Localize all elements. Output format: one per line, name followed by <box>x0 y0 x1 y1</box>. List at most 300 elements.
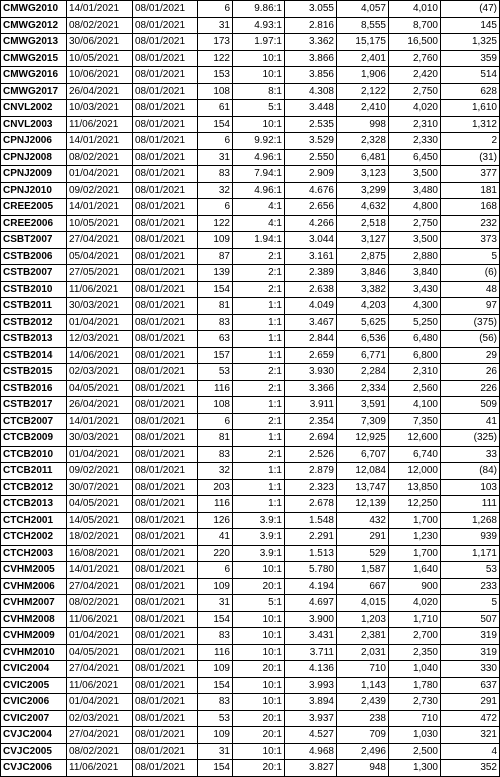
code-cell: CSTB2006 <box>1 248 67 265</box>
value-cell: 3.529 <box>285 133 337 150</box>
value-cell: 2.879 <box>285 463 337 480</box>
value-cell: 3.900 <box>285 611 337 628</box>
expiry-date-cell: 30/03/2021 <box>67 298 133 315</box>
difference-cell: 291 <box>441 694 500 711</box>
value-cell: 3.866 <box>285 50 337 67</box>
price-b-cell: 4,020 <box>389 100 441 117</box>
difference-cell: 330 <box>441 661 500 678</box>
price-b-cell: 6,800 <box>389 347 441 364</box>
value-cell: 3.894 <box>285 694 337 711</box>
difference-cell: 168 <box>441 199 500 216</box>
ratio-cell: 2:1 <box>233 380 285 397</box>
code-cell: CTCH2003 <box>1 545 67 562</box>
date-cell: 08/01/2021 <box>133 281 198 298</box>
difference-cell: 1,325 <box>441 34 500 51</box>
expiry-date-cell: 12/03/2021 <box>67 331 133 348</box>
price-a-cell: 710 <box>337 661 389 678</box>
table-row <box>1 34 500 51</box>
date-cell: 08/01/2021 <box>133 232 198 249</box>
difference-cell: (31) <box>441 149 500 166</box>
price-b-cell: 13,850 <box>389 479 441 496</box>
expiry-date-cell: 01/04/2021 <box>67 694 133 711</box>
expiry-date-cell: 10/05/2021 <box>67 50 133 67</box>
ratio-cell: 1:1 <box>233 331 285 348</box>
value-cell: 2.354 <box>285 413 337 430</box>
price-b-cell: 12,250 <box>389 496 441 513</box>
price-b-cell: 2,730 <box>389 694 441 711</box>
price-b-cell: 8,700 <box>389 17 441 34</box>
price-a-cell: 998 <box>337 116 389 133</box>
price-a-cell: 2,334 <box>337 380 389 397</box>
price-b-cell: 1,230 <box>389 529 441 546</box>
table-row <box>1 463 500 480</box>
price-b-cell: 2,500 <box>389 743 441 760</box>
difference-cell: 4 <box>441 743 500 760</box>
code-cell: CSTB2016 <box>1 380 67 397</box>
table-row <box>1 248 500 265</box>
days-cell: 122 <box>198 215 233 232</box>
date-cell: 08/01/2021 <box>133 446 198 463</box>
expiry-date-cell: 14/01/2021 <box>67 1 133 18</box>
ratio-cell: 2:1 <box>233 265 285 282</box>
days-cell: 31 <box>198 595 233 612</box>
value-cell: 4.049 <box>285 298 337 315</box>
table-row <box>1 265 500 282</box>
difference-cell: 103 <box>441 479 500 496</box>
days-cell: 154 <box>198 760 233 777</box>
ratio-cell: 1:1 <box>233 347 285 364</box>
code-cell: CMWG2017 <box>1 83 67 100</box>
days-cell: 109 <box>198 727 233 744</box>
price-b-cell: 4,010 <box>389 1 441 18</box>
ratio-cell: 3.9:1 <box>233 529 285 546</box>
expiry-date-cell: 10/05/2021 <box>67 215 133 232</box>
date-cell: 08/01/2021 <box>133 578 198 595</box>
ratio-cell: 10:1 <box>233 628 285 645</box>
date-cell: 08/01/2021 <box>133 100 198 117</box>
ratio-cell: 1:1 <box>233 314 285 331</box>
difference-cell: 232 <box>441 215 500 232</box>
expiry-date-cell: 14/01/2021 <box>67 133 133 150</box>
price-a-cell: 4,057 <box>337 1 389 18</box>
price-a-cell: 667 <box>337 578 389 595</box>
value-cell: 2.844 <box>285 331 337 348</box>
ratio-cell: 1.97:1 <box>233 34 285 51</box>
ratio-cell: 4:1 <box>233 199 285 216</box>
date-cell: 08/01/2021 <box>133 314 198 331</box>
code-cell: CMWG2013 <box>1 34 67 51</box>
value-cell: 3.827 <box>285 760 337 777</box>
expiry-date-cell: 10/03/2021 <box>67 100 133 117</box>
date-cell: 08/01/2021 <box>133 298 198 315</box>
price-a-cell: 2,875 <box>337 248 389 265</box>
price-b-cell: 4,020 <box>389 595 441 612</box>
value-cell: 4.697 <box>285 595 337 612</box>
price-b-cell: 2,750 <box>389 83 441 100</box>
table-row <box>1 133 500 150</box>
table-row <box>1 545 500 562</box>
price-b-cell: 900 <box>389 578 441 595</box>
date-cell: 08/01/2021 <box>133 727 198 744</box>
price-b-cell: 2,310 <box>389 364 441 381</box>
value-cell: 4.194 <box>285 578 337 595</box>
days-cell: 6 <box>198 1 233 18</box>
price-b-cell: 1,700 <box>389 545 441 562</box>
code-cell: CVJC2005 <box>1 743 67 760</box>
value-cell: 2.659 <box>285 347 337 364</box>
date-cell: 08/01/2021 <box>133 479 198 496</box>
price-b-cell: 4,300 <box>389 298 441 315</box>
code-cell: CVHM2007 <box>1 595 67 612</box>
days-cell: 116 <box>198 380 233 397</box>
table-row <box>1 364 500 381</box>
days-cell: 116 <box>198 644 233 661</box>
price-a-cell: 291 <box>337 529 389 546</box>
code-cell: CVHM2008 <box>1 611 67 628</box>
date-cell: 08/01/2021 <box>133 34 198 51</box>
value-cell: 3.055 <box>285 1 337 18</box>
days-cell: 108 <box>198 397 233 414</box>
expiry-date-cell: 09/02/2021 <box>67 463 133 480</box>
code-cell: CNVL2002 <box>1 100 67 117</box>
days-cell: 108 <box>198 83 233 100</box>
ratio-cell: 2:1 <box>233 413 285 430</box>
ratio-cell: 4.96:1 <box>233 149 285 166</box>
days-cell: 31 <box>198 743 233 760</box>
price-a-cell: 948 <box>337 760 389 777</box>
code-cell: CTCB2013 <box>1 496 67 513</box>
date-cell: 08/01/2021 <box>133 611 198 628</box>
value-cell: 2.535 <box>285 116 337 133</box>
table-row <box>1 182 500 199</box>
difference-cell: (6) <box>441 265 500 282</box>
ratio-cell: 4:1 <box>233 215 285 232</box>
code-cell: CSTB2012 <box>1 314 67 331</box>
ratio-cell: 10:1 <box>233 644 285 661</box>
value-cell: 3.993 <box>285 677 337 694</box>
ratio-cell: 10:1 <box>233 562 285 579</box>
table-row <box>1 298 500 315</box>
days-cell: 126 <box>198 512 233 529</box>
price-a-cell: 3,127 <box>337 232 389 249</box>
code-cell: CVHM2005 <box>1 562 67 579</box>
price-a-cell: 6,536 <box>337 331 389 348</box>
difference-cell: 97 <box>441 298 500 315</box>
price-a-cell: 8,555 <box>337 17 389 34</box>
table-row <box>1 67 500 84</box>
difference-cell: (56) <box>441 331 500 348</box>
value-cell: 3.448 <box>285 100 337 117</box>
table-row <box>1 331 500 348</box>
days-cell: 220 <box>198 545 233 562</box>
code-cell: CTCB2010 <box>1 446 67 463</box>
price-a-cell: 2,439 <box>337 694 389 711</box>
price-a-cell: 5,625 <box>337 314 389 331</box>
value-cell: 3.856 <box>285 67 337 84</box>
table-row <box>1 578 500 595</box>
difference-cell: 33 <box>441 446 500 463</box>
code-cell: CNVL2003 <box>1 116 67 133</box>
difference-cell: 637 <box>441 677 500 694</box>
difference-cell: 939 <box>441 529 500 546</box>
value-cell: 3.937 <box>285 710 337 727</box>
expiry-date-cell: 30/03/2021 <box>67 430 133 447</box>
table-row <box>1 743 500 760</box>
difference-cell: 377 <box>441 166 500 183</box>
price-b-cell: 2,310 <box>389 116 441 133</box>
value-cell: 2.526 <box>285 446 337 463</box>
table-row <box>1 595 500 612</box>
days-cell: 6 <box>198 133 233 150</box>
ratio-cell: 20:1 <box>233 578 285 595</box>
ratio-cell: 20:1 <box>233 661 285 678</box>
code-cell: CVJC2006 <box>1 760 67 777</box>
table-row <box>1 281 500 298</box>
price-a-cell: 7,309 <box>337 413 389 430</box>
value-cell: 2.656 <box>285 199 337 216</box>
expiry-date-cell: 04/05/2021 <box>67 380 133 397</box>
price-a-cell: 3,382 <box>337 281 389 298</box>
difference-cell: 111 <box>441 496 500 513</box>
table-row <box>1 479 500 496</box>
difference-cell: 41 <box>441 413 500 430</box>
ratio-cell: 4.96:1 <box>233 182 285 199</box>
expiry-date-cell: 01/04/2021 <box>67 446 133 463</box>
price-b-cell: 6,480 <box>389 331 441 348</box>
date-cell: 08/01/2021 <box>133 67 198 84</box>
difference-cell: 628 <box>441 83 500 100</box>
code-cell: CTCB2009 <box>1 430 67 447</box>
expiry-date-cell: 04/05/2021 <box>67 644 133 661</box>
value-cell: 5.780 <box>285 562 337 579</box>
date-cell: 08/01/2021 <box>133 182 198 199</box>
code-cell: CVIC2004 <box>1 661 67 678</box>
price-a-cell: 6,707 <box>337 446 389 463</box>
date-cell: 08/01/2021 <box>133 595 198 612</box>
expiry-date-cell: 16/08/2021 <box>67 545 133 562</box>
difference-cell: 29 <box>441 347 500 364</box>
code-cell: CMWG2015 <box>1 50 67 67</box>
price-a-cell: 3,123 <box>337 166 389 183</box>
date-cell: 08/01/2021 <box>133 397 198 414</box>
expiry-date-cell: 11/06/2021 <box>67 116 133 133</box>
table-row <box>1 116 500 133</box>
code-cell: CVHM2009 <box>1 628 67 645</box>
date-cell: 08/01/2021 <box>133 463 198 480</box>
price-a-cell: 13,747 <box>337 479 389 496</box>
date-cell: 08/01/2021 <box>133 545 198 562</box>
difference-cell: 5 <box>441 248 500 265</box>
code-cell: CTCB2011 <box>1 463 67 480</box>
expiry-date-cell: 26/04/2021 <box>67 83 133 100</box>
price-b-cell: 3,500 <box>389 166 441 183</box>
date-cell: 08/01/2021 <box>133 199 198 216</box>
days-cell: 109 <box>198 232 233 249</box>
code-cell: CREE2006 <box>1 215 67 232</box>
value-cell: 3.044 <box>285 232 337 249</box>
price-a-cell: 529 <box>337 545 389 562</box>
difference-cell: 145 <box>441 17 500 34</box>
code-cell: CTCB2007 <box>1 413 67 430</box>
ratio-cell: 9.92:1 <box>233 133 285 150</box>
expiry-date-cell: 05/04/2021 <box>67 248 133 265</box>
date-cell: 08/01/2021 <box>133 644 198 661</box>
price-b-cell: 3,500 <box>389 232 441 249</box>
difference-cell: 319 <box>441 628 500 645</box>
price-b-cell: 2,880 <box>389 248 441 265</box>
date-cell: 08/01/2021 <box>133 331 198 348</box>
price-a-cell: 2,328 <box>337 133 389 150</box>
expiry-date-cell: 08/02/2021 <box>67 595 133 612</box>
date-cell: 08/01/2021 <box>133 83 198 100</box>
value-cell: 2.291 <box>285 529 337 546</box>
date-cell: 08/01/2021 <box>133 166 198 183</box>
date-cell: 08/01/2021 <box>133 265 198 282</box>
price-b-cell: 1,780 <box>389 677 441 694</box>
ratio-cell: 10:1 <box>233 67 285 84</box>
code-cell: CMWG2016 <box>1 67 67 84</box>
code-cell: CSTB2007 <box>1 265 67 282</box>
date-cell: 08/01/2021 <box>133 116 198 133</box>
ratio-cell: 20:1 <box>233 727 285 744</box>
ratio-cell: 4.93:1 <box>233 17 285 34</box>
date-cell: 08/01/2021 <box>133 694 198 711</box>
date-cell: 08/01/2021 <box>133 50 198 67</box>
price-a-cell: 12,925 <box>337 430 389 447</box>
value-cell: 4.136 <box>285 661 337 678</box>
table-row <box>1 446 500 463</box>
price-a-cell: 238 <box>337 710 389 727</box>
price-b-cell: 1,700 <box>389 512 441 529</box>
days-cell: 41 <box>198 529 233 546</box>
table-row <box>1 413 500 430</box>
table-row <box>1 644 500 661</box>
days-cell: 83 <box>198 694 233 711</box>
value-cell: 4.308 <box>285 83 337 100</box>
days-cell: 122 <box>198 50 233 67</box>
value-cell: 1.548 <box>285 512 337 529</box>
table-row <box>1 512 500 529</box>
value-cell: 4.968 <box>285 743 337 760</box>
price-a-cell: 4,632 <box>337 199 389 216</box>
table-row <box>1 83 500 100</box>
difference-cell: 48 <box>441 281 500 298</box>
table-row <box>1 397 500 414</box>
price-a-cell: 1,587 <box>337 562 389 579</box>
difference-cell: 226 <box>441 380 500 397</box>
table-row <box>1 727 500 744</box>
difference-cell: 373 <box>441 232 500 249</box>
days-cell: 154 <box>198 611 233 628</box>
code-cell: CMWG2012 <box>1 17 67 34</box>
code-cell: CVIC2007 <box>1 710 67 727</box>
expiry-date-cell: 01/04/2021 <box>67 314 133 331</box>
difference-cell: 26 <box>441 364 500 381</box>
price-a-cell: 1,906 <box>337 67 389 84</box>
expiry-date-cell: 14/01/2021 <box>67 199 133 216</box>
difference-cell: 1,610 <box>441 100 500 117</box>
table-row <box>1 562 500 579</box>
price-a-cell: 2,410 <box>337 100 389 117</box>
code-cell: CTCH2001 <box>1 512 67 529</box>
price-a-cell: 15,175 <box>337 34 389 51</box>
code-cell: CPNJ2006 <box>1 133 67 150</box>
value-cell: 2.550 <box>285 149 337 166</box>
code-cell: CMWG2010 <box>1 1 67 18</box>
code-cell: CPNJ2009 <box>1 166 67 183</box>
difference-cell: 507 <box>441 611 500 628</box>
value-cell: 2.678 <box>285 496 337 513</box>
difference-cell: (47) <box>441 1 500 18</box>
expiry-date-cell: 27/04/2021 <box>67 232 133 249</box>
code-cell: CTCH2002 <box>1 529 67 546</box>
ratio-cell: 7.94:1 <box>233 166 285 183</box>
price-b-cell: 6,740 <box>389 446 441 463</box>
ratio-cell: 20:1 <box>233 760 285 777</box>
ratio-cell: 3.9:1 <box>233 512 285 529</box>
price-b-cell: 1,640 <box>389 562 441 579</box>
ratio-cell: 2:1 <box>233 364 285 381</box>
price-b-cell: 12,600 <box>389 430 441 447</box>
value-cell: 2.323 <box>285 479 337 496</box>
expiry-date-cell: 04/05/2021 <box>67 496 133 513</box>
table-row <box>1 166 500 183</box>
value-cell: 2.816 <box>285 17 337 34</box>
table-row <box>1 677 500 694</box>
days-cell: 31 <box>198 17 233 34</box>
code-cell: CPNJ2010 <box>1 182 67 199</box>
ratio-cell: 10:1 <box>233 694 285 711</box>
days-cell: 83 <box>198 446 233 463</box>
date-cell: 08/01/2021 <box>133 760 198 777</box>
days-cell: 83 <box>198 628 233 645</box>
date-cell: 08/01/2021 <box>133 380 198 397</box>
value-cell: 2.638 <box>285 281 337 298</box>
code-cell: CSTB2011 <box>1 298 67 315</box>
value-cell: 2.389 <box>285 265 337 282</box>
code-cell: CREE2005 <box>1 199 67 216</box>
table-row <box>1 430 500 447</box>
table-row <box>1 710 500 727</box>
date-cell: 08/01/2021 <box>133 149 198 166</box>
ratio-cell: 10:1 <box>233 677 285 694</box>
code-cell: CVIC2005 <box>1 677 67 694</box>
price-b-cell: 12,000 <box>389 463 441 480</box>
price-b-cell: 4,800 <box>389 199 441 216</box>
table-row <box>1 232 500 249</box>
value-cell: 3.930 <box>285 364 337 381</box>
date-cell: 08/01/2021 <box>133 347 198 364</box>
date-cell: 08/01/2021 <box>133 413 198 430</box>
table-row <box>1 661 500 678</box>
difference-cell: 53 <box>441 562 500 579</box>
code-cell: CSTB2010 <box>1 281 67 298</box>
table-row <box>1 1 500 18</box>
price-b-cell: 2,420 <box>389 67 441 84</box>
ratio-cell: 1:1 <box>233 479 285 496</box>
date-cell: 08/01/2021 <box>133 430 198 447</box>
ratio-cell: 1:1 <box>233 298 285 315</box>
ratio-cell: 5:1 <box>233 100 285 117</box>
expiry-date-cell: 09/02/2021 <box>67 182 133 199</box>
date-cell: 08/01/2021 <box>133 628 198 645</box>
date-cell: 08/01/2021 <box>133 496 198 513</box>
days-cell: 157 <box>198 347 233 364</box>
ratio-cell: 3.9:1 <box>233 545 285 562</box>
price-a-cell: 2,496 <box>337 743 389 760</box>
days-cell: 53 <box>198 710 233 727</box>
difference-cell: 2 <box>441 133 500 150</box>
